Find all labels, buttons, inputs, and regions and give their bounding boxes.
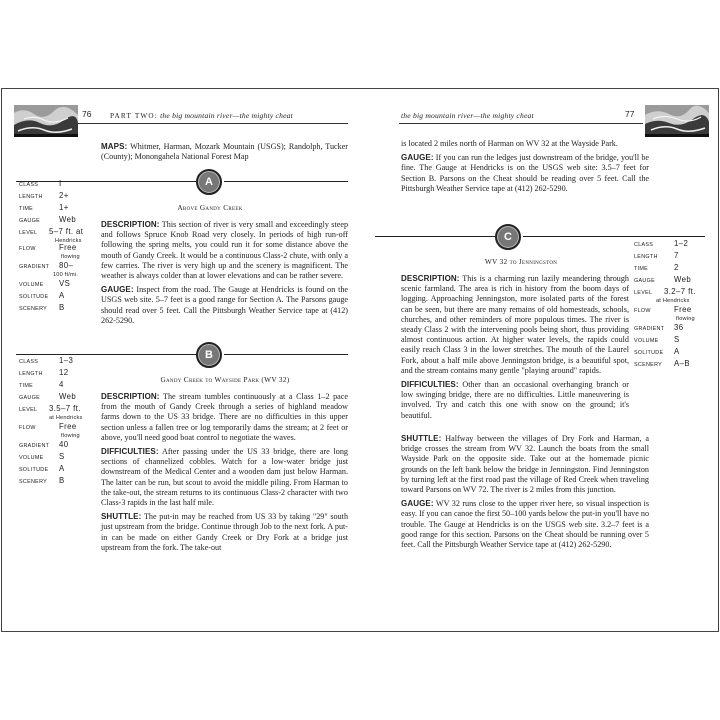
stat-key: CLASS <box>634 242 654 248</box>
stat-value: A <box>59 291 65 300</box>
page-number: 76 <box>82 109 92 119</box>
stat-key: SCENERY <box>634 362 663 368</box>
description-text: The stream tumbles continuously at a Class 1–2 pace from the mouth of Gandy Creek through a series of highland meadow farms down to the US 33 bridge. There are no difficulties in this upper section unless a fallen tree or log temporarily dams the stream; at 2 feet or above, you'll need good boat control to negotiate the waves. <box>101 392 349 442</box>
section-a-title: Above Gandy Creek <box>177 203 243 212</box>
shuttle-text: The put-in may be reached from US 33 by taking "29" south just upstream from the bridge. Continue through Job to the next fork. A put-in can be made on either Gandy Creek or Dry Fork at a bridge just upstream from the fork. The take-out <box>101 512 349 552</box>
section-c-body <box>401 274 629 425</box>
stat-key: VOLUME <box>634 338 659 344</box>
gauge-text: Inspect from the road. The Gauge at Hendricks is found on the USGS web site. 5–7 feet is a good range for Section A. The Parsons gauge should read over 5 feet. Call the Pittsburgh Weather Service tape at (412) 262-5290. <box>101 285 348 325</box>
shuttle-text: Halfway between the villages of Dry Fork and Harman, a bridge crosses the stream from WV 32. Launch the boats from the small Wayside Park on the opposite side. Take out at the homemade picnic grounds on the left bank below the bridge in Jenningston. Find Jenningston by turning left at the first road past the village of Red Creek when traveling toward Parsons on WV 72. The river is 2 miles from this junction. <box>401 434 650 495</box>
stat-value: S <box>59 452 65 461</box>
stat-value: 4 <box>59 380 64 389</box>
stat-value: 7 <box>674 251 679 260</box>
shuttle-label: SHUTTLE: <box>101 512 142 522</box>
running-head-part: PART TWO: <box>110 112 158 120</box>
stat-value: Free <box>59 243 77 252</box>
stat-key: FLOW <box>634 308 651 314</box>
description-label: DESCRIPTION: <box>101 392 160 401</box>
stat-row <box>19 404 99 422</box>
section-a-badge: A <box>196 169 222 195</box>
river-photo-thumbnail <box>14 105 78 137</box>
stat-row <box>19 422 99 440</box>
page-number: 77 <box>625 109 635 119</box>
continued-text: is located 2 miles north of Harman on WV 32 at the Wayside Park. <box>401 139 618 148</box>
stat-key: VOLUME <box>19 282 44 288</box>
stat-value: I <box>59 179 62 188</box>
stat-subvalue: flowing <box>61 254 80 260</box>
stat-row <box>19 227 99 243</box>
stat-key: GAUGE <box>19 218 40 224</box>
stat-row <box>634 359 716 371</box>
shuttle-label: SHUTTLE: <box>401 434 442 443</box>
stat-key: SOLITUDE <box>634 350 664 356</box>
stat-value: Web <box>59 392 77 401</box>
stat-value: A <box>674 347 680 356</box>
description-label: DESCRIPTION: <box>101 220 160 229</box>
section-a-stats <box>19 179 99 315</box>
section-c-rule-right <box>523 236 705 237</box>
stat-key: GRADIENT <box>19 443 50 449</box>
stat-key: FLOW <box>19 425 36 431</box>
stat-key: SOLITUDE <box>19 467 49 473</box>
stat-row <box>19 243 99 261</box>
stat-value: 2+ <box>59 191 69 200</box>
stat-value: 1–3 <box>59 356 74 365</box>
gauge-label: GAUGE: <box>401 153 434 163</box>
section-a-body <box>101 220 348 330</box>
stat-key: LEVEL <box>19 230 38 236</box>
stat-key: SCENERY <box>19 306 48 312</box>
gauge-label: GAUGE: <box>401 499 434 509</box>
running-head-title: the big mountain river—the mighty cheat <box>401 111 534 120</box>
stat-key: TIME <box>634 266 649 272</box>
stat-value: 1–2 <box>674 239 689 248</box>
section-b-body <box>101 392 348 557</box>
stat-key: VOLUME <box>19 455 44 461</box>
stat-key: LEVEL <box>634 290 653 296</box>
section-c-rule <box>375 236 495 237</box>
stat-row <box>634 305 716 323</box>
difficulties-text: Other than an occasional overhanging branch or low swinging bridge, there are no difficulties. Little maneuvering is involved. Try and catch this one with snow on the ground; it's beautiful. <box>401 380 629 420</box>
gauge-text: WV 32 runs close to the upper river here, so visual inspection is easy. If you can canoe the first 50–100 yards below the put-in you'll have no trouble. The Gauge at Hendricks is on the USGS web site. 3.2–7 feet is a good range for this section. Parsons on the Cheat should be running over 5 feet. Call the Pittsburgh Weather Service tape at (412) 262-5290. <box>401 499 650 550</box>
section-c-badge: C <box>495 224 521 250</box>
running-head <box>110 111 293 120</box>
section-b-rule-right <box>224 354 348 355</box>
stat-value: 3.2–7 ft. <box>664 287 696 296</box>
difficulties-label: DIFFICULTIES: <box>101 447 159 457</box>
stat-key: GAUGE <box>634 278 655 284</box>
left-page <box>1 88 361 632</box>
stat-key: FLOW <box>19 246 36 252</box>
book-spread <box>0 88 720 632</box>
running-head <box>401 111 534 120</box>
difficulties-label: DIFFICULTIES: <box>401 380 459 390</box>
section-a-rule-right <box>224 181 348 182</box>
stat-key: LENGTH <box>19 194 43 200</box>
stat-value: 40 <box>59 440 69 449</box>
stat-value: Web <box>59 215 77 224</box>
stat-key: GRADIENT <box>634 326 665 332</box>
right-page <box>361 88 719 632</box>
maps-paragraph <box>101 142 348 166</box>
stat-row <box>19 476 99 488</box>
stat-value: 5–7 ft. at <box>49 227 84 236</box>
gauge-text: If you can run the ledges just downstream of the bridge, you'll be fine. The Gauge at Hendricks is on the USGS web site: 3.5–7 feet for Section B. Parsons on the Cheat should be reading over 5 feet. Call the Pittsburgh Weather Service tape at (412) 262-5290. <box>401 153 649 193</box>
stat-key: SCENERY <box>19 479 48 485</box>
difficulties-text: After passing under the US 33 bridge, there are long sections of channelized cobbles. Watch for a low-water bridge just downstream of the Medical Center and a wooden dam just below Harman. The latter can be run, but scout to avoid the middle piling. From Harman to the take-out, the stream returns to its continuous Class-2 character with two Class-3 rapids in the last half mile. <box>101 447 348 508</box>
stat-value: VS <box>59 279 71 288</box>
description-text: This is a charming run lazily meandering through scenic farmland. The area is rich in history from the boom days of logging. Approaching Jenningston, more isolated parts of the forest can be seen, but there are many remains of old homesteads, schools, churches, and other reminders of more populous times. The river is steady Class 2 with the intervening pools being short, thus providing almost continuous action. At higher water levels, the rapids could easily reach Class 3 in the lower stretches. The mouth of the Laurel Fork, about a half mile above Jenningston bridge, is a beautiful spot, and the stream contains many gentle "playing around" rapids. <box>401 274 629 375</box>
maps-label: MAPS: <box>101 142 128 151</box>
stat-value: Free <box>59 422 77 431</box>
section-c-body-lower <box>401 434 649 554</box>
section-c-title: WV 32 to Jenningston <box>484 257 558 266</box>
description-label: DESCRIPTION: <box>401 274 460 283</box>
stat-value: A–B <box>674 359 690 368</box>
stat-value: 80– <box>59 261 74 270</box>
stat-key: LENGTH <box>19 371 43 377</box>
stat-key: LENGTH <box>634 254 658 260</box>
header-rule <box>399 123 643 124</box>
header-rule <box>78 123 348 124</box>
stat-value: 1+ <box>59 203 69 212</box>
stat-subvalue: at Hendricks <box>656 298 690 304</box>
description-text: This section of river is very small and exceedingly steep and follows Spruce Knob Road very closely. In periods of high run-off following the spring melts, you could run it for some distance above the mouth of Gandy Creek. It would be a continuous Class-2 chute, with only a few carries. The river is very high up and the scenery is magnificent. The weather is always colder than at lower elevations and can be rather severe. <box>101 220 349 281</box>
stat-key: GRADIENT <box>19 264 50 270</box>
section-b-rule <box>16 354 196 355</box>
stat-row <box>19 261 99 279</box>
stat-value: Free <box>674 305 692 314</box>
stat-subvalue: Hendricks <box>55 238 82 244</box>
stat-subvalue: 100 ft/mi. <box>53 272 79 278</box>
stat-value: B <box>59 303 65 312</box>
stat-key: GAUGE <box>19 395 40 401</box>
gauge-label: GAUGE: <box>101 285 134 295</box>
stat-key: TIME <box>19 383 34 389</box>
stat-key: CLASS <box>19 359 39 365</box>
section-b-title: Gandy Creek to Wayside Park (WV 32) <box>160 375 290 384</box>
stat-value: S <box>674 335 680 344</box>
stat-key: CLASS <box>19 182 39 188</box>
maps-text: Whitmer, Harman, Mozark Mountain (USGS); Randolph, Tucker (County); Monongahela National Forest Map <box>101 142 348 162</box>
stat-value: 3.5–7 ft. <box>49 404 81 413</box>
stat-row <box>19 303 99 315</box>
stat-value: 36 <box>674 323 684 332</box>
stat-value: 12 <box>59 368 69 377</box>
stat-value: A <box>59 464 65 473</box>
right-top-body <box>401 139 649 198</box>
stat-value: 2 <box>674 263 679 272</box>
section-b-stats <box>19 356 99 488</box>
stat-key: TIME <box>19 206 34 212</box>
section-c-stats <box>634 239 716 371</box>
stat-key: LEVEL <box>19 407 38 413</box>
stat-value: B <box>59 476 65 485</box>
stat-subvalue: flowing <box>61 433 80 439</box>
running-head-title: the big mountain river—the mighty cheat <box>160 111 293 120</box>
stat-key: SOLITUDE <box>19 294 49 300</box>
river-photo-thumbnail <box>645 105 709 137</box>
stat-subvalue: flowing <box>676 316 695 322</box>
stat-row <box>634 287 716 305</box>
section-b-badge: B <box>196 342 222 368</box>
stat-value: Web <box>674 275 692 284</box>
stat-subvalue: at Hendricks <box>49 415 83 421</box>
